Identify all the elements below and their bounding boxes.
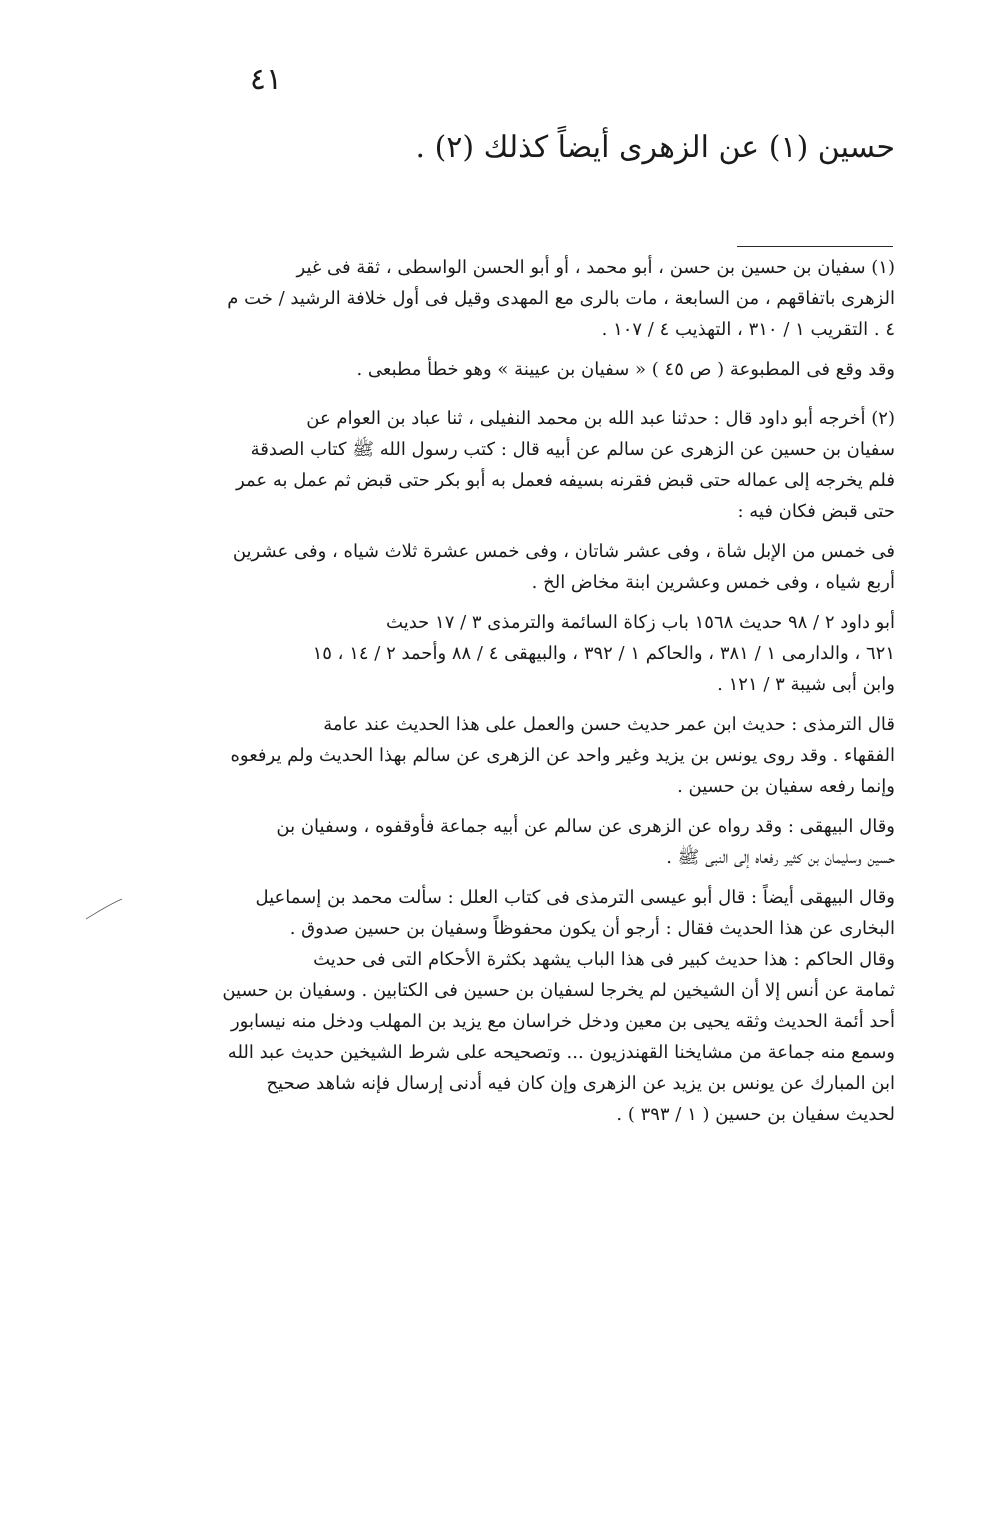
footnote-line: وقد وقع فى المطبوعة ( ص ٤٥ ) « سفيان بن عيينة » وهو خطأ مطبعى .: [356, 359, 895, 380]
footnote-line: فلم يخرجه إلى عماله حتى قبض فقرنه بسيفه فعمل به أبو بكر حتى قبض ثم عمل به عمر: [236, 470, 895, 491]
footnote-line: لحديث سفيان بن حسين ( ١ / ٣٩٣ ) .: [616, 1104, 895, 1125]
footnote-line: وسمع منه جماعة من مشايخنا القهندزيون ... وتصحيحه على شرط الشيخين حديث عبد الله: [227, 1042, 895, 1063]
hadith-references: [195, 607, 895, 700]
footnote-divider: [737, 246, 893, 247]
main-text-line: حسين (١) عن الزهرى أيضاً كذلك (٢) .: [415, 130, 895, 165]
footnote-line: حسين وسليمان بن كثير رفعاه إلى النبى ﷺ .: [666, 847, 895, 868]
hakim-comment: [195, 944, 895, 1130]
footnote-line: أحد أئمة الحديث وثقه يحيى بن معين ودخل خراسان مع يزيد بن المهلب ودخل منه نيسابور: [230, 1011, 895, 1032]
footnote-line: وقال البيهقى : وقد رواه عن الزهرى عن سالم عن أبيه جماعة فأوقفوه ، وسفيان بن: [276, 816, 895, 837]
footnote-2-intro: [195, 403, 895, 527]
page-number: ٤١: [249, 62, 283, 97]
footnote-line: ٦٢١ ، والدارمى ١ / ٣٨١ ، والحاكم ١ / ٣٩٢ ، والبيهقى ٤ / ٨٨ وأحمد ٢ / ١٤ ، ١٥: [312, 643, 895, 664]
footnote-line: ابن المبارك عن يونس بن يزيد عن الزهرى وإن كان فيه أدنى إرسال فإنه شاهد صحيح: [266, 1073, 895, 1094]
footnote-line: حتى قبض فكان فيه :: [737, 501, 895, 522]
footnote-line: ٤ . التقريب ١ / ٣١٠ ، التهذيب ٤ / ١٠٧ .: [601, 319, 895, 340]
footnote-line: وإنما رفعه سفيان بن حسين .: [677, 776, 895, 797]
bayhaqi-second-comment: [195, 882, 895, 944]
footnote-line: قال الترمذى : حديث ابن عمر حديث حسن والعمل على هذا الحديث عند عامة: [323, 714, 895, 735]
tirmidhi-comment: [195, 709, 895, 802]
footnote-line: فى خمس من الإبل شاة ، وفى عشر شاتان ، وفى خمس عشرة ثلاث شياه ، وفى عشرين: [232, 541, 895, 562]
footnote-line: (٢) أخرجه أبو داود قال : حدثنا عبد الله بن محمد النفيلى ، ثنا عباد بن العوام عن: [306, 408, 895, 429]
footnote-line: البخارى عن هذا الحديث فقال : أرجو أن يكون محفوظاً وسفيان بن حسين صدوق .: [289, 918, 895, 939]
footnote-line: (١) سفيان بن حسين بن حسن ، أبو محمد ، أو أبو الحسن الواسطى ، ثقة فى غير: [296, 257, 895, 278]
footnote-line: سفيان بن حسين عن الزهرى عن سالم عن أبيه قال : كتب رسول الله ﷺ كتاب الصدقة: [250, 439, 895, 460]
footnote-line: أربع شياه ، وفى خمس وعشرين ابنة مخاض الخ .: [531, 572, 895, 593]
footnote-line: ثمامة عن أنس إلا أن الشيخين لم يخرجا لسفيان بن حسين فى الكتابين . وسفيان بن حسين: [222, 980, 895, 1001]
footnote-1: [195, 252, 895, 385]
footnote-line: الزهرى باتفاقهم ، من السابعة ، مات بالرى مع المهدى وقيل فى أول خلافة الرشيد / خت م: [227, 288, 895, 309]
hadith-text: [195, 536, 895, 598]
footnote-line: أبو داود ٢ / ٩٨ حديث ١٥٦٨ باب زكاة السائمة والترمذى ٣ / ١٧ حديث: [386, 612, 895, 633]
footnote-line: وابن أبى شيبة ٣ / ١٢١ .: [717, 674, 895, 695]
footnote-line: وقال البيهقى أيضاً : قال أبو عيسى الترمذى فى كتاب العلل : سألت محمد بن إسماعيل: [255, 887, 895, 908]
footnote-line: الفقهاء . وقد روى يونس بن يزيد وغير واحد عن الزهرى عن سالم بهذا الحديث ولم يرفعوه: [230, 745, 895, 766]
footnote-line: وقال الحاكم : هذا حديث كبير فى هذا الباب يشهد بكثرة الأحكام التى فى حديث: [313, 949, 895, 970]
footnotes: [195, 252, 895, 1130]
bayhaqi-comment: [195, 811, 895, 873]
stray-pen-mark: [84, 897, 124, 921]
